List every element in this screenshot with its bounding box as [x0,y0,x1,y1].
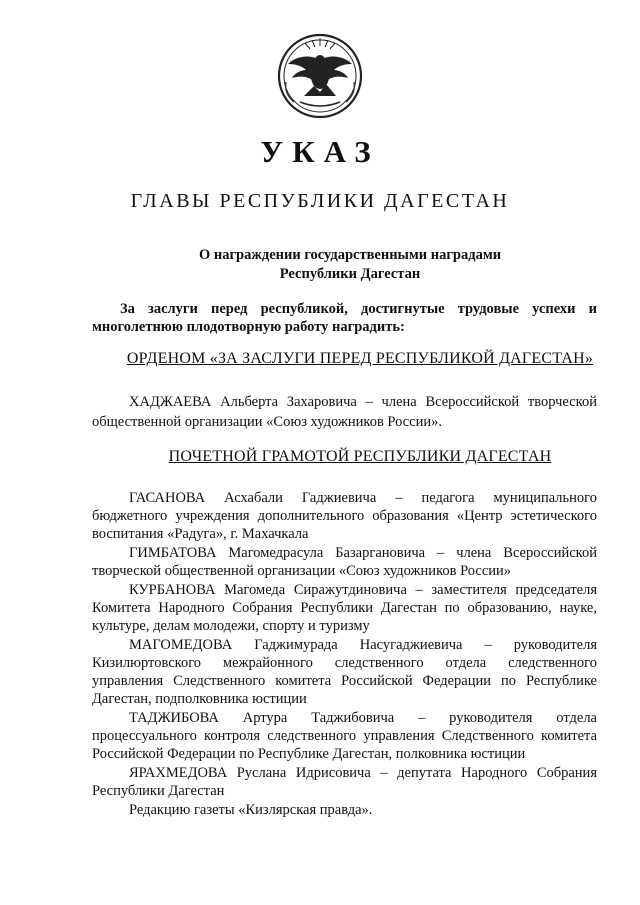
document-about [0,246,640,284]
document-title: УКАЗ [260,134,380,169]
order-recipient: ХАДЖАЕВА Альберта Захаровича – члена Всероссийской творческой общественной организации «Союз художников России». [92,394,597,430]
list-item: ЯРАХМЕДОВА Руслана Идрисовича – депутата Народного Собрания Республики Дагестан [92,765,597,799]
list-item: МАГОМЕДОВА Гаджимурада Насугаджиевича – руководителя Кизилюртовского межрайонного следственного отдела следственного управления Следственного комитета Российской Федерации по Республике Дагестан, подполковника юстиции [92,637,597,707]
eagle-emblem-icon [274,30,366,120]
order-heading: ОРДЕНОМ «ЗА ЗАСЛУГИ ПЕРЕД РЕСПУБЛИКОЙ ДАГЕСТАН» [126,350,594,367]
about-line-1: О награждении государственными наградами [198,247,502,263]
list-item: ГАСАНОВА Асхабали Гаджиевича – педагога муниципального бюджетного учреждения дополнительного образования «Центр эстетического воспитания «Радуга», г. Махачкала [92,490,597,542]
about-line-2: Республики Дагестан [279,266,421,282]
diploma-heading: ПОЧЕТНОЙ ГРАМОТОЙ РЕСПУБЛИКИ ДАГЕСТАН [168,448,552,465]
coat-of-arms-emblem [274,30,366,120]
list-item: ТАДЖИБОВА Артура Таджибовича – руководителя отдела процессуального контроля следственного управления Следственного комитета Российской Федерации по Республике Дагестан, полковника юстиции [92,710,597,762]
diploma-recipient-list [92,489,597,820]
document-subtitle: ГЛАВЫ РЕСПУБЛИКИ ДАГЕСТАН [130,190,510,212]
list-item: КУРБАНОВА Магомеда Сиражутдиновича – заместителя председателя Комитета Народного Собрания Республики Дагестан по образованию, науке, культуре, делам молодежи, спорту и туризму [92,582,597,634]
intro-paragraph: За заслуги перед республикой, достигнутые трудовые успехи и многолетнюю плодотворную работу наградить: [92,301,597,335]
list-item: ГИМБАТОВА Магомедрасула Базаргановича – члена Всероссийской творческой общественной организации «Союз художников России» [92,545,597,579]
list-item: Редакцию газеты «Кизлярская правда». [129,802,373,818]
